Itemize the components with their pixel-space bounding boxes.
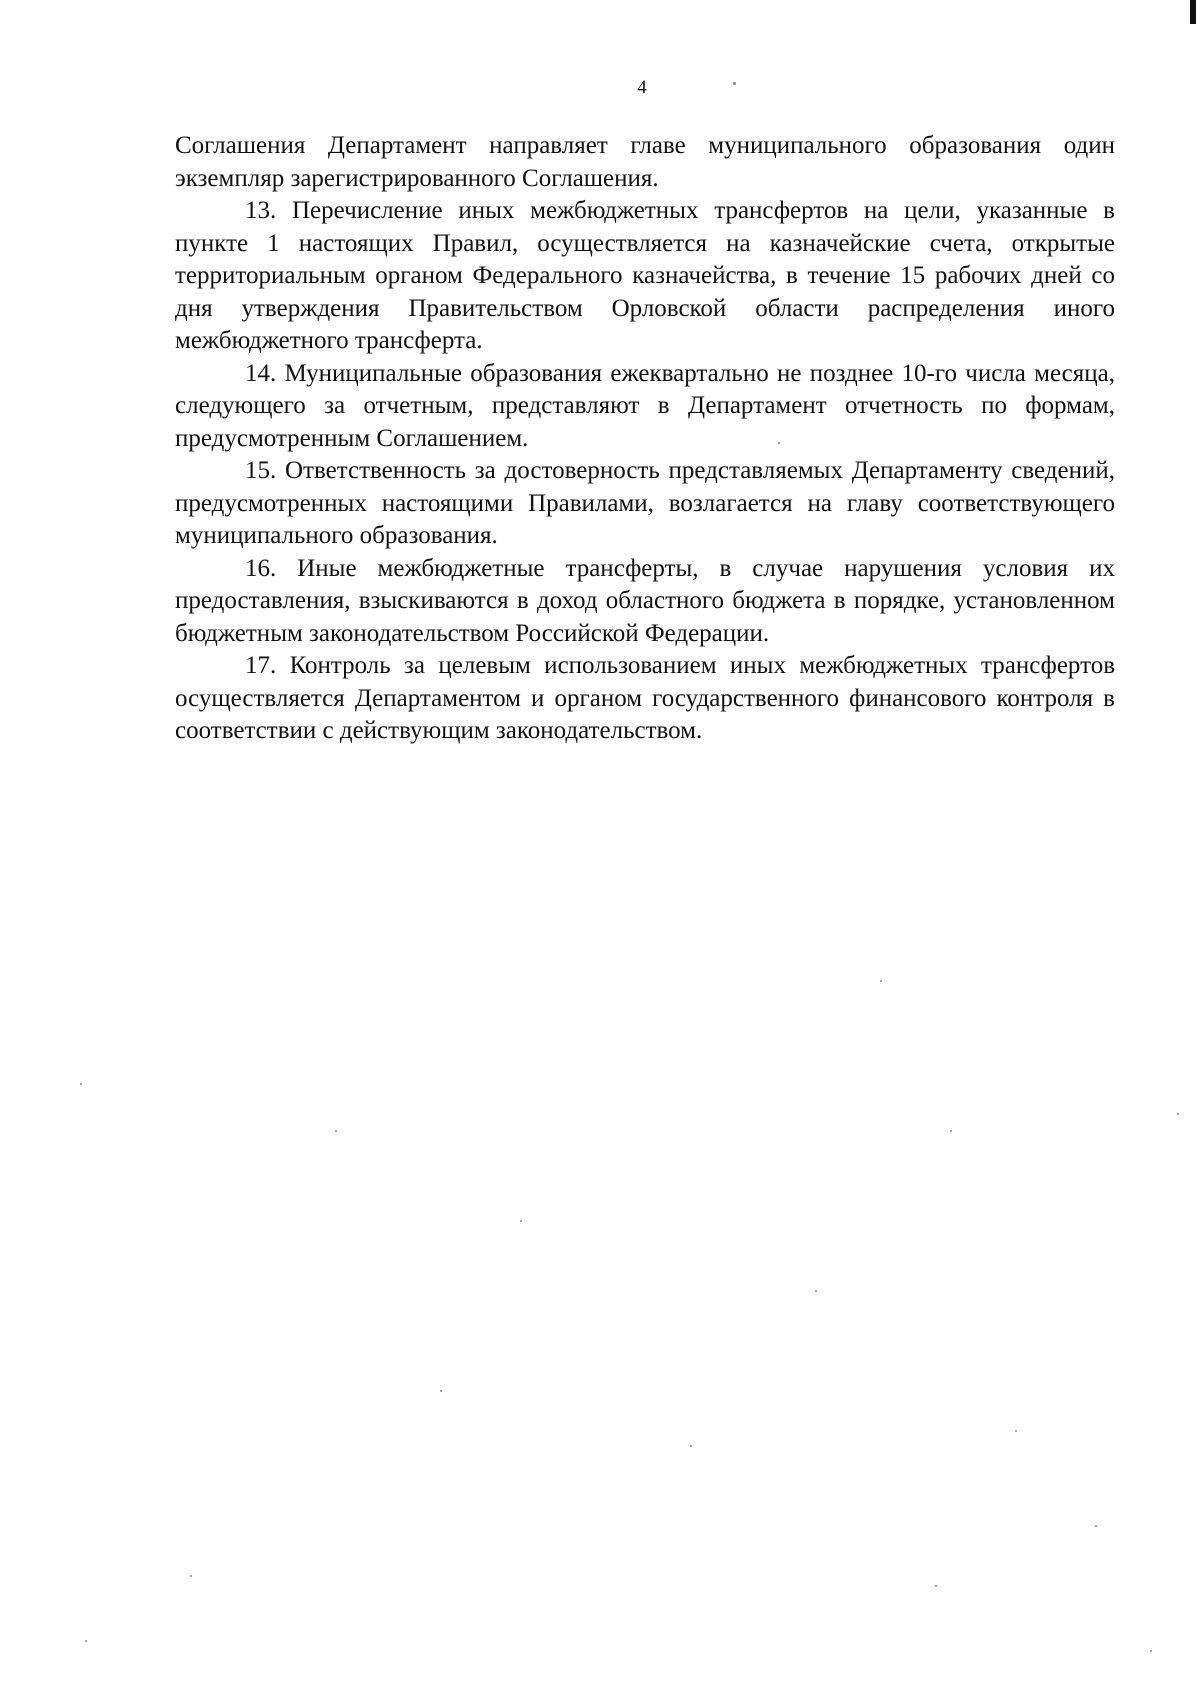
scan-speck — [1150, 1650, 1152, 1652]
scan-speck — [190, 1575, 192, 1577]
paragraph-17: 17. Контроль за целевым использованием иных межбюджетных трансфертов осуществляется Департаментом и органом государственного финансового контроля в соответствии с действующим законодательством. — [175, 652, 1115, 744]
scan-edge-mark — [1190, 0, 1196, 24]
scan-speck — [80, 1083, 82, 1085]
paragraph-continuation: Соглашения Департамент направляет главе муниципального образования один экземпляр зарегистрированного Соглашения. — [175, 132, 1115, 192]
scan-speck — [85, 1640, 87, 1642]
scan-speck — [880, 980, 882, 982]
scan-speck — [935, 1585, 937, 1587]
scan-speck — [733, 82, 736, 85]
scan-speck — [440, 1390, 442, 1392]
scan-speck — [1095, 1525, 1097, 1527]
scan-speck — [950, 1130, 952, 1132]
scan-speck — [815, 1290, 817, 1292]
scan-speck — [335, 1130, 337, 1132]
scan-speck — [690, 1445, 692, 1447]
paragraph-14: 14. Муниципальные образования ежеквартально не позднее 10-го числа месяца, следующего за отчетным, представляют в Департамент отчетность по формам, предусмотренным Соглашением. — [175, 359, 1115, 452]
scan-speck — [1015, 1430, 1017, 1432]
page-number: 4 — [637, 77, 647, 98]
scan-speck — [520, 1220, 522, 1222]
paragraph-16: 16. Иные межбюджетные трансферты, в случае нарушения условия их предоставления, взыскиваются в доход областного бюджета в порядке, установленном бюджетным законодательством Российской Федерации. — [175, 554, 1115, 647]
document-body — [175, 130, 1115, 748]
paragraph-13: 13. Перечисление иных межбюджетных трансфертов на цели, указанные в пункте 1 настоящих Правил, осуществляется на казначейские счета, открытые территориальным органом Федерального казначейства, в течение 15 рабочих дней со дня утверждения Правительством Орловской области распределения иного межбюджетного трансферта. — [175, 197, 1115, 354]
paragraph-15: 15. Ответственность за достоверность представляемых Департаменту сведений, предусмотренных настоящими Правилами, возлагается на главу соответствующего муниципального образования. — [175, 457, 1115, 549]
scan-speck — [1177, 1113, 1179, 1115]
scan-speck — [778, 442, 780, 444]
